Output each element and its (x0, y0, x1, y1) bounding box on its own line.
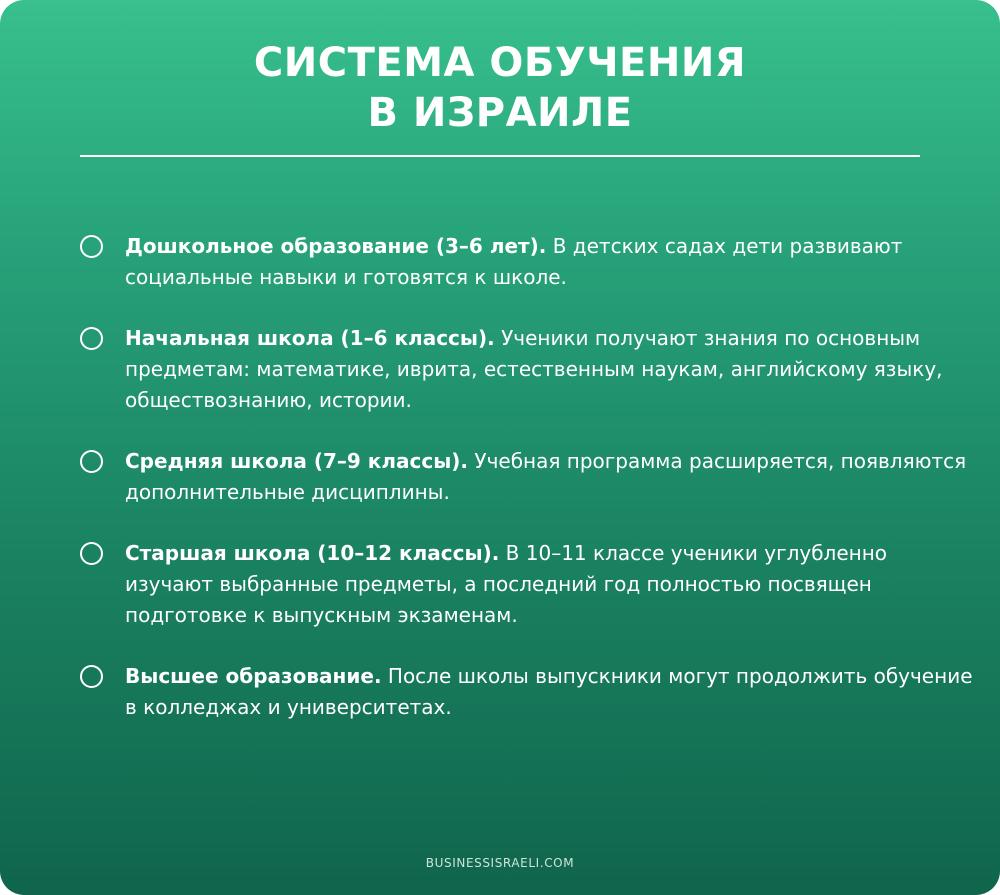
item-text: В детских садах дети развивают социальные навыки и готовятся к школе. (125, 234, 903, 289)
circle-bullet-icon (80, 327, 103, 350)
item-heading: Средняя школа (7–9 классы). (125, 449, 469, 473)
item-heading: Старшая школа (10–12 классы). (125, 541, 500, 565)
circle-bullet-icon (80, 665, 103, 688)
title-line-1: СИСТЕМА ОБУЧЕНИЯ (253, 40, 747, 86)
item-heading: Дошкольное образование (3–6 лет). (125, 234, 547, 258)
item-text: Учебная программа расширяется, появляются дополнительные дисциплины. (125, 449, 967, 504)
page-title (0, 38, 1000, 138)
list-item-preschool (80, 231, 980, 293)
list-item-higher-education (80, 661, 980, 723)
education-stages-list (80, 231, 980, 753)
item-text: После школы выпускники могут продолжить обучение в колледжах и университетах. (125, 664, 973, 719)
list-item-primary-school (80, 323, 980, 416)
item-text: Ученики получают знания по основным предметам: математике, иврита, естественным наукам, английскому языку, обществознанию, истории. (125, 326, 943, 412)
item-heading: Высшее образование. (125, 664, 382, 688)
footer-site-url: BUSINESSISRAELI.COM (425, 856, 575, 870)
item-text: В 10–11 классе ученики углубленно изучают выбранные предметы, а последний год полностью посвящен подготовке к выпускным экзаменам. (125, 541, 888, 627)
title-line-2: В ИЗРАИЛЕ (367, 90, 633, 136)
item-heading: Начальная школа (1–6 классы). (125, 326, 495, 350)
circle-bullet-icon (80, 450, 103, 473)
list-item-middle-school (80, 446, 980, 508)
list-item-high-school (80, 538, 980, 631)
title-divider (80, 155, 920, 157)
circle-bullet-icon (80, 542, 103, 565)
circle-bullet-icon (80, 235, 103, 258)
